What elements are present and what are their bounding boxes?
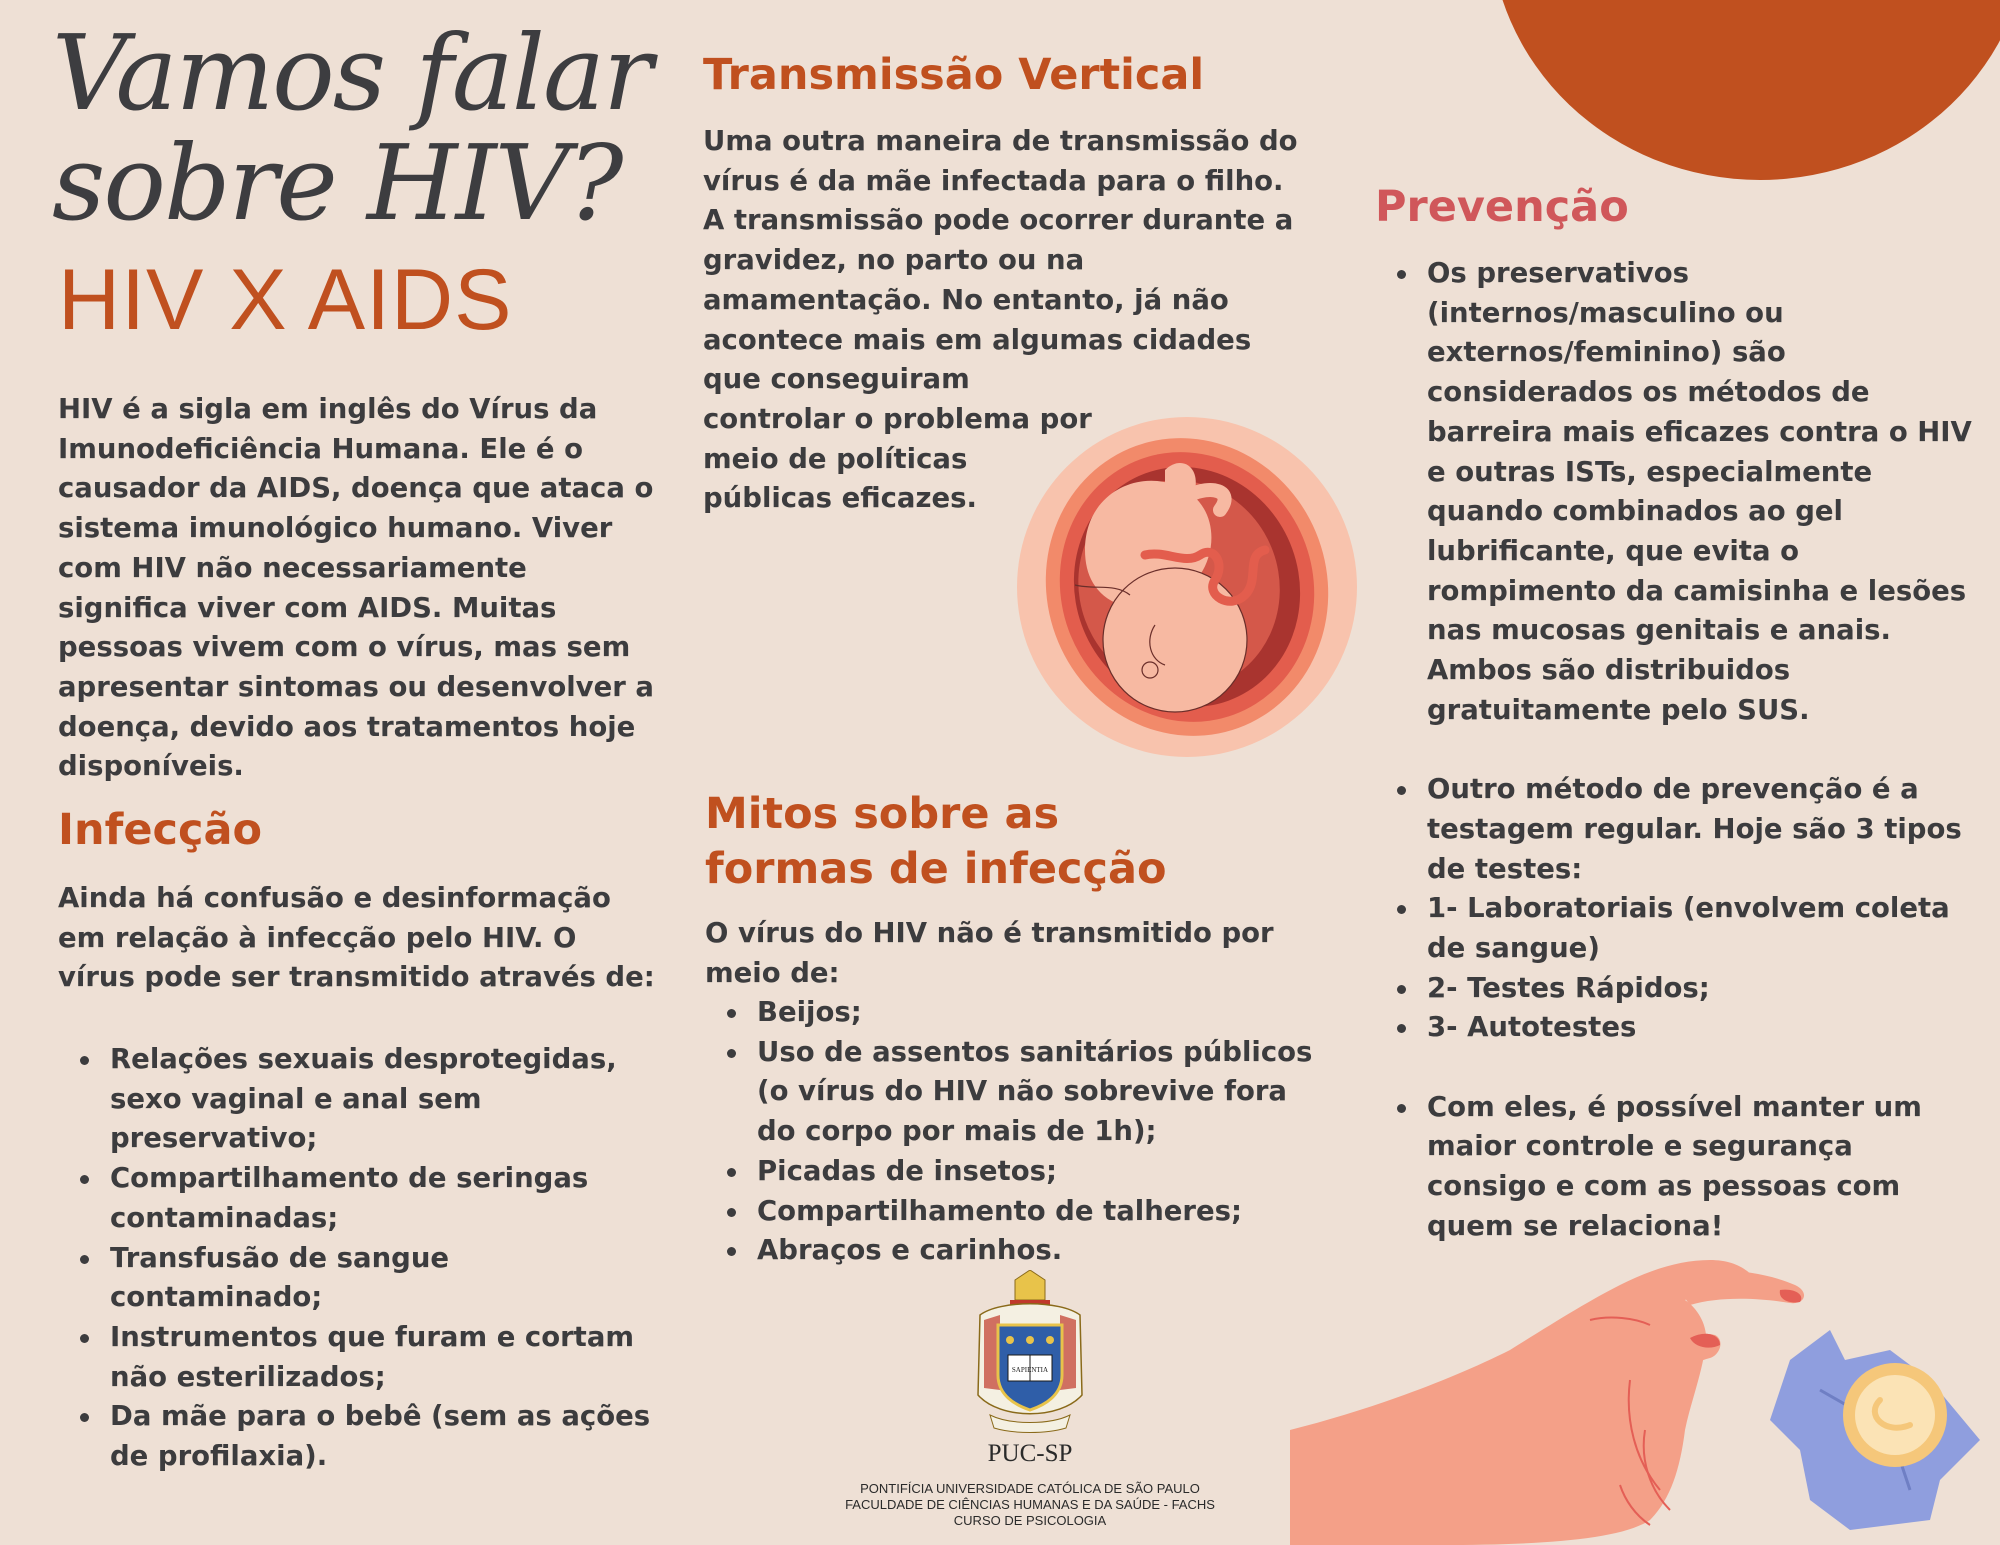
- list-item: 1- Laboratoriais (envolvem coleta de sangue): [1375, 889, 1975, 968]
- footer-faculty: FACULDADE DE CIÊNCIAS HUMANAS E DA SAÚDE - FACHS: [845, 1497, 1215, 1512]
- script-title-line1: Vamos falar: [52, 12, 651, 134]
- mitos-paragraph: O vírus do HIV não é transmitido por meio de:: [705, 917, 1274, 989]
- list-gap: [1375, 730, 1975, 770]
- prevencao-list: [1375, 254, 1975, 1247]
- list-item: Abraços e carinhos.: [705, 1231, 1325, 1271]
- infeccao-heading: Infecção: [58, 805, 263, 855]
- hand-with-condom-illustration: [1290, 1230, 2000, 1545]
- puc-sp-coat-of-arms: [970, 1270, 1090, 1435]
- infeccao-paragraph: Ainda há confusão e desinformação em relação à infecção pelo HIV. O vírus pode ser transmitido através de:: [58, 882, 655, 994]
- list-item: Beijos;: [705, 993, 1325, 1033]
- list-item: Instrumentos que furam e cortam não esterilizados;: [58, 1318, 668, 1397]
- puc-sp-label: PUC-SP: [987, 1440, 1073, 1467]
- main-title: HIV X AIDS: [58, 252, 513, 348]
- prevencao-heading: Prevenção: [1375, 182, 1629, 232]
- mitos-heading-line1: Mitos sobre as: [705, 789, 1060, 839]
- list-item: Da mãe para o bebê (sem as ações de profilaxia).: [58, 1397, 668, 1476]
- list-item: Outro método de prevenção é a testagem regular. Hoje são 3 tipos de testes:: [1375, 770, 1975, 889]
- list-item: Transfusão de sangue contaminado;: [58, 1239, 668, 1318]
- mitos-list: [705, 993, 1325, 1271]
- footer-university: PONTIFÍCIA UNIVERSIDADE CATÓLICA DE SÃO PAULO: [860, 1481, 1200, 1496]
- list-gap: [1375, 1048, 1975, 1088]
- mitos-heading-line2: formas de infecção: [705, 844, 1167, 894]
- infeccao-list: [58, 1040, 668, 1477]
- list-item: 2- Testes Rápidos;: [1375, 969, 1975, 1009]
- list-item: Compartilhamento de talheres;: [705, 1192, 1325, 1232]
- transmissao-paragraph: Uma outra maneira de transmissão do vírus é da mãe infectada para o filho. A transmissão pode ocorrer durante a gravidez, no parto ou na amamentação. No entanto, já não acontece mais em algumas cidades que conseguiram controlar o problema por meio de políticas públicas eficazes.: [703, 125, 1298, 515]
- decorative-circle: [1490, 0, 2000, 180]
- transmissao-heading: Transmissão Vertical: [703, 50, 1205, 100]
- list-item: Relações sexuais desprotegidas, sexo vaginal e anal sem preservativo;: [58, 1040, 668, 1159]
- intro-paragraph: HIV é a sigla em inglês do Vírus da Imunodeficiência Humana. Ele é o causador da AIDS, doença que ataca o sistema imunológico humano. Viver com HIV não necessariamente significa viver com AIDS. Muitas pessoas vivem com o vírus, mas sem apresentar sintomas ou desenvolver a doença, devido aos tratamentos hoje disponíveis.: [58, 393, 654, 783]
- mitos-heading: [705, 787, 1167, 897]
- list-item: Com eles, é possível manter um maior controle e segurança consigo e com as pessoas com quem se relaciona!: [1375, 1088, 1975, 1247]
- list-item: Compartilhamento de seringas contaminadas;: [58, 1159, 668, 1238]
- script-title-line2: sobre HIV?: [52, 122, 622, 244]
- script-title: [52, 12, 692, 244]
- coat-of-arms-motto: SAPIENTIA: [1011, 1366, 1049, 1374]
- list-item: 3- Autotestes: [1375, 1008, 1975, 1048]
- footer-course: CURSO DE PSICOLOGIA: [953, 1513, 1107, 1528]
- list-item: Uso de assentos sanitários públicos (o vírus do HIV não sobrevive fora do corpo por mais de 1h);: [705, 1033, 1325, 1152]
- fetus-in-womb-illustration: [1015, 415, 1360, 760]
- list-item: Picadas de insetos;: [705, 1152, 1325, 1192]
- list-item: Os preservativos (internos/masculino ou externos/feminino) são considerados os métodos de barreira mais eficazes contra o HIV e outras ISTs, especialmente quando combinados ao gel lubrificante, que evita o rompimento da camisinha e lesões nas mucosas genitais e anais. Ambos são distribuidos gratuitamente pelo SUS.: [1375, 254, 1975, 730]
